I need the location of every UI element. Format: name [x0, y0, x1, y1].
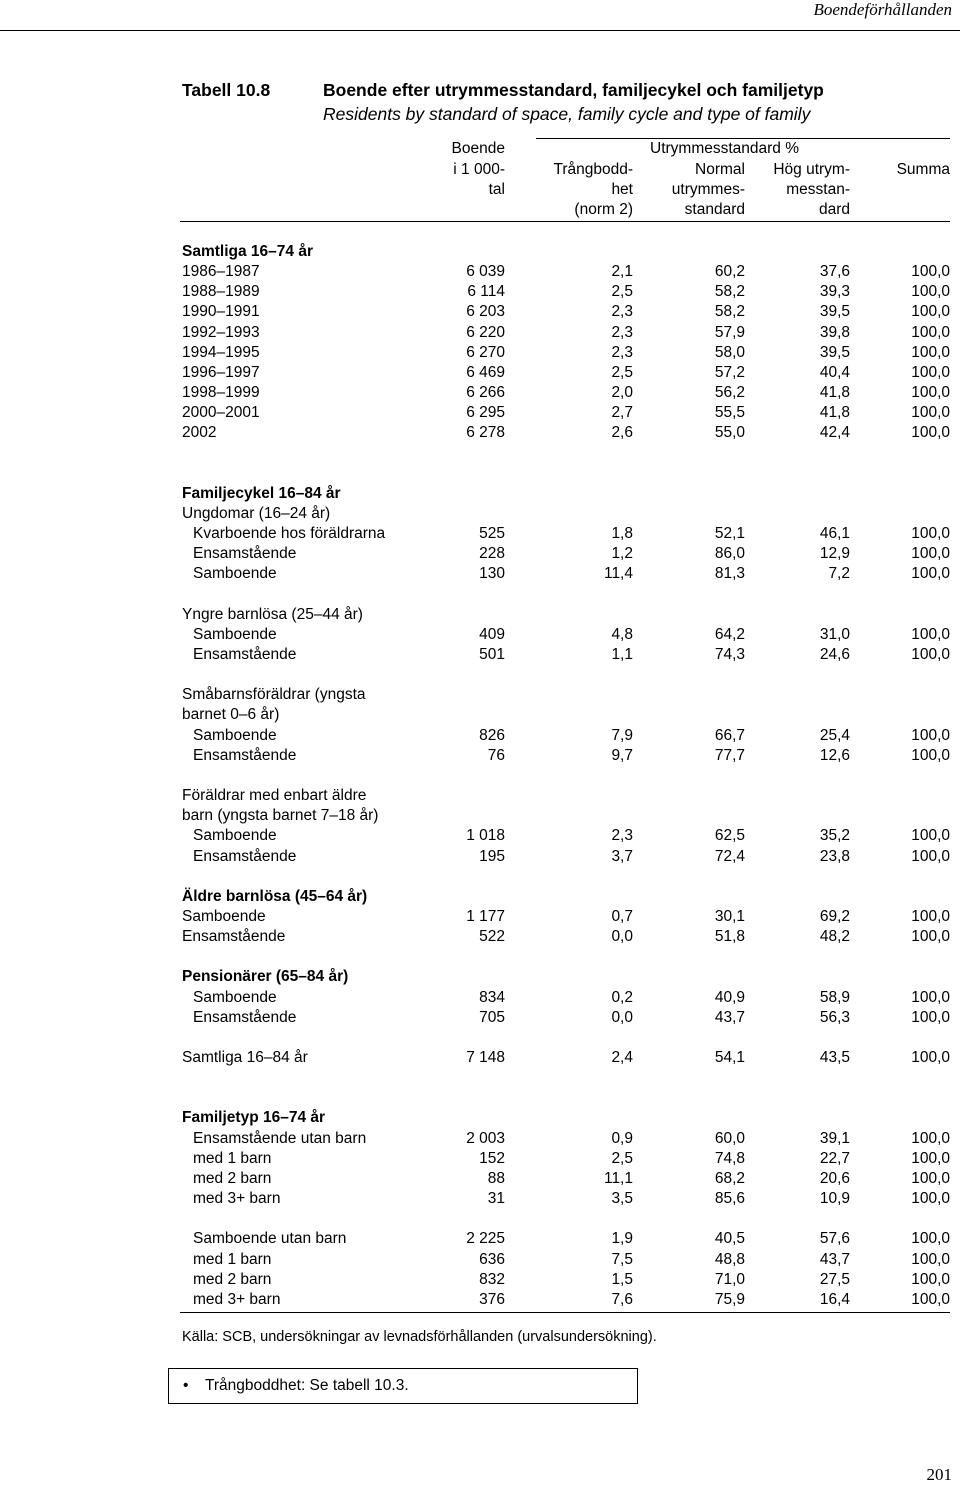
- table-row: [0, 726, 960, 746]
- header-col0-line1: Boende: [451, 140, 505, 157]
- table-row: [0, 927, 960, 947]
- cell-col1: 2,5: [611, 283, 633, 301]
- cell-col0: 6 270: [466, 343, 505, 361]
- cell-col2: 68,2: [714, 1169, 745, 1187]
- header-col3-line3: dard: [818, 201, 850, 218]
- cell-col4: 100,0: [911, 928, 950, 946]
- cell-col1: 1,9: [611, 1230, 633, 1248]
- section-heading: [0, 786, 960, 806]
- cell-col0: 6 203: [466, 303, 505, 321]
- cell-col3: 56,3: [819, 1008, 850, 1026]
- table-row: [0, 826, 960, 846]
- cell-col2: 81,3: [714, 565, 745, 583]
- cell-col2: 85,6: [714, 1190, 745, 1208]
- cell-col1: 2,6: [611, 424, 633, 442]
- table-row: [0, 1149, 960, 1169]
- cell-col3: 27,5: [819, 1270, 850, 1288]
- cell-col0: 2 225: [466, 1230, 505, 1248]
- cell-col3: 31,0: [819, 625, 850, 643]
- cell-col1: 2,0: [611, 384, 633, 402]
- row-label: barn (yngsta barnet 7–18 år): [182, 807, 379, 825]
- row-label: Familjetyp 16–74 år: [182, 1109, 326, 1127]
- row-label: 1998–1999: [182, 384, 260, 402]
- source-note: Källa: SCB, undersökningar av levnadsförhållanden (urvalsundersökning).: [182, 1329, 657, 1345]
- row-label: Ensamstående: [193, 746, 297, 764]
- cell-col0: 130: [479, 565, 505, 583]
- row-label: Samboende: [182, 907, 266, 925]
- cell-col1: 0,0: [611, 1008, 633, 1026]
- table-row: [0, 1169, 960, 1189]
- table-row: [0, 403, 960, 423]
- cell-col1: 2,4: [611, 1049, 633, 1066]
- cell-col0: 6 266: [466, 384, 505, 402]
- table-row: [0, 1129, 960, 1149]
- table-row: [0, 323, 960, 343]
- row-label: 1994–1995: [182, 343, 260, 361]
- table-row: [0, 282, 960, 302]
- row-label: 1988–1989: [182, 283, 260, 301]
- cell-col0: 152: [479, 1149, 505, 1167]
- cell-col3: 37,6: [819, 263, 850, 281]
- cell-col0: 6 114: [467, 283, 505, 301]
- spacer-row: [0, 464, 960, 484]
- row-label: Familjecykel 16–84 år: [182, 484, 341, 502]
- header-group: Utrymmesstandard %: [650, 140, 800, 157]
- cell-col2: 58,2: [714, 283, 745, 301]
- table-bottom-rule: [180, 1312, 950, 1313]
- spacer-row: [0, 665, 960, 685]
- cell-col1: 7,6: [611, 1290, 633, 1308]
- row-label: Föräldrar med enbart äldre: [182, 787, 367, 805]
- cell-col0: 1 018: [466, 827, 505, 845]
- table-row: [0, 1048, 960, 1068]
- row-label: med 2 barn: [193, 1270, 272, 1288]
- table-row: [0, 262, 960, 282]
- section-heading: [0, 1108, 960, 1128]
- cell-col3: 7,2: [828, 565, 850, 583]
- cell-col2: 66,7: [714, 726, 745, 744]
- cell-col3: 20,6: [819, 1169, 850, 1187]
- row-label: Ensamstående: [182, 928, 286, 946]
- cell-col4: 100,0: [911, 565, 950, 583]
- cell-col3: 35,2: [819, 827, 850, 845]
- cell-col1: 7,5: [611, 1250, 633, 1268]
- note-text: Trångboddhet: Se tabell 10.3.: [205, 1377, 409, 1394]
- row-label: Samboende: [193, 565, 277, 583]
- cell-col4: 100,0: [911, 323, 950, 341]
- cell-col1: 2,3: [611, 343, 633, 361]
- table-row: [0, 343, 960, 363]
- spacer-row: [0, 585, 960, 605]
- section-heading: [0, 705, 960, 725]
- cell-col0: 6 278: [466, 424, 505, 442]
- cell-col3: 16,4: [819, 1290, 850, 1308]
- cell-col4: 100,0: [911, 907, 950, 925]
- cell-col4: 100,0: [911, 646, 950, 663]
- cell-col0: 1 177: [466, 907, 505, 925]
- cell-col1: 0,2: [611, 988, 633, 1006]
- cell-col3: 12,6: [819, 746, 850, 764]
- table-row: [0, 1229, 960, 1249]
- section-heading: [0, 242, 960, 262]
- cell-col2: 71,0: [714, 1270, 745, 1288]
- table-row: [0, 1270, 960, 1290]
- spacer-row: [0, 1028, 960, 1048]
- table-row: [0, 1008, 960, 1028]
- cell-col2: 40,9: [714, 988, 745, 1006]
- section-heading: [0, 685, 960, 705]
- cell-col3: 22,7: [819, 1149, 850, 1167]
- cell-col3: 58,9: [819, 988, 850, 1006]
- row-label: med 3+ barn: [193, 1290, 281, 1308]
- cell-col4: 100,0: [911, 988, 950, 1006]
- row-label: Samtliga 16–74 år: [182, 243, 313, 260]
- cell-col0: 826: [479, 726, 505, 744]
- cell-col4: 100,0: [911, 343, 950, 361]
- cell-col0: 2 003: [466, 1129, 505, 1147]
- cell-col1: 2,3: [611, 323, 633, 341]
- table-row: [0, 645, 960, 665]
- cell-col4: 100,0: [911, 1250, 950, 1268]
- header-col2-line3: standard: [684, 201, 745, 218]
- cell-col4: 100,0: [911, 1270, 950, 1288]
- cell-col0: 409: [479, 625, 505, 643]
- cell-col3: 48,2: [819, 928, 850, 946]
- cell-col0: 834: [479, 988, 505, 1006]
- cell-col3: 57,6: [819, 1230, 850, 1248]
- row-label: Ensamstående: [193, 847, 297, 865]
- header-col0-line3: tal: [488, 181, 505, 198]
- row-label: Ensamstående: [193, 646, 297, 663]
- row-label: Ensamstående: [193, 1008, 297, 1026]
- cell-col4: 100,0: [911, 283, 950, 301]
- cell-col4: 100,0: [911, 1129, 950, 1147]
- cell-col0: 195: [479, 847, 505, 865]
- header-col2-line1: Normal: [695, 161, 745, 178]
- cell-col4: 100,0: [911, 625, 950, 643]
- cell-col0: 525: [479, 525, 505, 543]
- cell-col2: 75,9: [714, 1290, 745, 1308]
- cell-col2: 74,3: [714, 646, 745, 663]
- cell-col4: 100,0: [911, 1169, 950, 1187]
- header-col1-line2: het: [611, 181, 633, 198]
- table-row: [0, 1290, 960, 1310]
- row-label: Pensionärer (65–84 år): [182, 968, 349, 986]
- spacer-row: [0, 1068, 960, 1088]
- cell-col1: 1,5: [611, 1270, 633, 1288]
- row-label: 1990–1991: [182, 303, 260, 321]
- cell-col1: 4,8: [611, 625, 633, 643]
- section-heading: [0, 967, 960, 987]
- section-heading: [0, 605, 960, 625]
- header-col1-line3: (norm 2): [574, 201, 633, 218]
- table-row: [0, 564, 960, 584]
- cell-col4: 100,0: [911, 746, 950, 764]
- cell-col3: 39,5: [819, 343, 850, 361]
- cell-col2: 57,2: [714, 363, 745, 381]
- table-row: [0, 746, 960, 766]
- row-label: Samtliga 16–84 år: [182, 1049, 308, 1066]
- cell-col3: 39,1: [819, 1129, 850, 1147]
- cell-col3: 69,2: [819, 907, 850, 925]
- header-col4: Summa: [896, 161, 950, 178]
- row-label: 1992–1993: [182, 323, 260, 341]
- spacer-row: [0, 1209, 960, 1229]
- cell-col4: 100,0: [911, 1230, 950, 1248]
- header-col3-line2: messtan-: [786, 181, 850, 198]
- cell-col2: 52,1: [714, 525, 745, 543]
- cell-col4: 100,0: [911, 1049, 950, 1066]
- cell-col1: 0,9: [611, 1129, 633, 1147]
- row-label: Äldre barnlösa (45–64 år): [182, 887, 368, 905]
- section-heading: [0, 887, 960, 907]
- cell-col4: 100,0: [911, 525, 950, 543]
- cell-col2: 58,2: [714, 303, 745, 321]
- row-label: Ungdomar (16–24 år): [182, 504, 331, 522]
- cell-col0: 832: [479, 1270, 505, 1288]
- cell-col0: 636: [479, 1250, 505, 1268]
- cell-col0: 6 469: [466, 363, 505, 381]
- cell-col2: 40,5: [714, 1230, 745, 1248]
- header-col3-line1: Hög utrym-: [773, 161, 850, 178]
- cell-col2: 57,9: [714, 323, 745, 341]
- cell-col1: 9,7: [611, 746, 633, 764]
- cell-col3: 24,6: [819, 646, 850, 663]
- cell-col3: 39,5: [819, 303, 850, 321]
- cell-col2: 51,8: [714, 928, 745, 946]
- table-number: Tabell 10.8: [182, 80, 271, 100]
- cell-col0: 705: [479, 1008, 505, 1026]
- cell-col4: 100,0: [911, 404, 950, 422]
- cell-col3: 43,5: [819, 1049, 850, 1066]
- table-row: [0, 1189, 960, 1209]
- spacer-row: [0, 947, 960, 967]
- cell-col0: 522: [479, 928, 505, 946]
- row-label: Kvarboende hos föräldrarna: [193, 525, 386, 543]
- spacer-row: [0, 444, 960, 464]
- cell-col1: 0,7: [611, 907, 633, 925]
- cell-col3: 10,9: [819, 1190, 850, 1208]
- cell-col4: 100,0: [911, 303, 950, 321]
- cell-col0: 6 220: [466, 323, 505, 341]
- cell-col1: 11,1: [603, 1169, 633, 1187]
- row-label: 1986–1987: [182, 263, 260, 281]
- cell-col2: 62,5: [714, 827, 745, 845]
- row-label: med 3+ barn: [193, 1190, 281, 1208]
- bullet-icon: •: [183, 1377, 189, 1394]
- cell-col1: 0,0: [611, 928, 633, 946]
- cell-col2: 56,2: [714, 384, 745, 402]
- row-label: Ensamstående: [193, 545, 297, 563]
- cell-col0: 76: [487, 746, 505, 764]
- cell-col0: 6 039: [466, 263, 505, 281]
- cell-col4: 100,0: [911, 424, 950, 442]
- table-row: [0, 363, 960, 383]
- cell-col2: 60,0: [714, 1129, 745, 1147]
- cell-col0: 228: [479, 545, 505, 563]
- table-row: [0, 423, 960, 443]
- cell-col2: 60,2: [714, 263, 745, 281]
- table-row: [0, 524, 960, 544]
- section-heading: [0, 504, 960, 524]
- cell-col2: 86,0: [714, 545, 745, 563]
- table-title: Boende efter utrymmesstandard, familjecykel och familjetyp: [323, 80, 824, 100]
- cell-col0: 376: [479, 1290, 505, 1308]
- table-row: [0, 625, 960, 645]
- row-label: 1996–1997: [182, 363, 260, 381]
- cell-col4: 100,0: [911, 384, 950, 402]
- cell-col2: 58,0: [714, 343, 745, 361]
- cell-col2: 55,0: [714, 424, 745, 442]
- running-header: Boendeförhållanden: [813, 0, 952, 19]
- row-label: Ensamstående utan barn: [193, 1129, 367, 1147]
- cell-col1: 1,8: [611, 525, 633, 543]
- row-label: 2002: [182, 424, 217, 442]
- section-heading: [0, 484, 960, 504]
- cell-col0: 7 148: [466, 1049, 505, 1066]
- cell-col4: 100,0: [911, 545, 950, 563]
- table-row: [0, 847, 960, 867]
- cell-col4: 100,0: [911, 363, 950, 381]
- cell-col2: 64,2: [714, 625, 745, 643]
- cell-col2: 30,1: [714, 907, 745, 925]
- row-label: med 1 barn: [193, 1250, 272, 1268]
- cell-col1: 2,1: [611, 263, 633, 281]
- cell-col0: 6 295: [466, 404, 505, 422]
- cell-col4: 100,0: [911, 263, 950, 281]
- row-label: 2000–2001: [182, 404, 260, 422]
- cell-col2: 48,8: [714, 1250, 745, 1268]
- cell-col3: 42,4: [819, 424, 850, 442]
- cell-col1: 2,3: [611, 303, 633, 321]
- table-row: [0, 302, 960, 322]
- cell-col1: 2,5: [611, 363, 633, 381]
- header-col0-line2: i 1 000-: [453, 161, 505, 178]
- table-subtitle: Residents by standard of space, family cycle and type of family: [323, 104, 811, 124]
- cell-col4: 100,0: [911, 1190, 950, 1208]
- cell-col4: 100,0: [911, 726, 950, 744]
- table-row: [0, 383, 960, 403]
- row-label: Samboende: [193, 988, 277, 1006]
- row-label: med 1 barn: [193, 1149, 272, 1167]
- cell-col1: 3,5: [611, 1190, 633, 1208]
- row-label: Samboende: [193, 827, 277, 845]
- cell-col4: 100,0: [911, 847, 950, 865]
- row-label: Småbarnsföräldrar (yngsta: [182, 686, 366, 704]
- row-label: barnet 0–6 år): [182, 706, 280, 724]
- cell-col0: 501: [479, 646, 505, 663]
- cell-col2: 43,7: [714, 1008, 745, 1026]
- header-col2-line2: utrymmes-: [671, 181, 745, 198]
- cell-col1: 1,2: [611, 545, 633, 563]
- cell-col3: 23,8: [819, 847, 850, 865]
- table-row: [0, 907, 960, 927]
- cell-col0: 88: [487, 1169, 505, 1187]
- cell-col1: 2,7: [611, 404, 633, 422]
- table-row: [0, 544, 960, 564]
- cell-col3: 25,4: [819, 726, 850, 744]
- cell-col2: 77,7: [714, 746, 745, 764]
- cell-col3: 41,8: [819, 384, 850, 402]
- cell-col4: 100,0: [911, 1290, 950, 1308]
- row-label: Samboende: [193, 726, 277, 744]
- cell-col1: 11,4: [603, 565, 633, 583]
- row-label: Samboende: [193, 625, 277, 643]
- cell-col4: 100,0: [911, 827, 950, 845]
- cell-col3: 41,8: [819, 404, 850, 422]
- cell-col1: 3,7: [611, 847, 633, 865]
- cell-col2: 55,5: [714, 404, 745, 422]
- cell-col3: 43,7: [819, 1250, 850, 1268]
- spacer-row: [0, 867, 960, 887]
- cell-col3: 46,1: [819, 525, 850, 543]
- page-number: 201: [926, 1465, 952, 1484]
- header-col1-line1: Trångbodd-: [553, 161, 633, 178]
- cell-col2: 72,4: [714, 847, 745, 865]
- cell-col3: 40,4: [819, 363, 850, 381]
- table-row: [0, 988, 960, 1008]
- cell-col1: 2,5: [611, 1149, 633, 1167]
- cell-col1: 1,1: [611, 646, 633, 663]
- cell-col1: 7,9: [611, 726, 633, 744]
- cell-col3: 12,9: [819, 545, 850, 563]
- table-row: [0, 1250, 960, 1270]
- cell-col4: 100,0: [911, 1149, 950, 1167]
- cell-col2: 54,1: [714, 1049, 745, 1066]
- section-heading: [0, 806, 960, 826]
- spacer-row: [0, 766, 960, 786]
- cell-col2: 74,8: [714, 1149, 745, 1167]
- cell-col4: 100,0: [911, 1008, 950, 1026]
- cell-col1: 2,3: [611, 827, 633, 845]
- cell-col3: 39,8: [819, 323, 850, 341]
- row-label: Samboende utan barn: [193, 1230, 347, 1248]
- note-box: [168, 1368, 638, 1404]
- cell-col3: 39,3: [819, 283, 850, 301]
- row-label: Yngre barnlösa (25–44 år): [182, 605, 363, 623]
- spacer-row: [0, 1088, 960, 1108]
- cell-col0: 31: [487, 1190, 505, 1208]
- row-label: med 2 barn: [193, 1169, 272, 1187]
